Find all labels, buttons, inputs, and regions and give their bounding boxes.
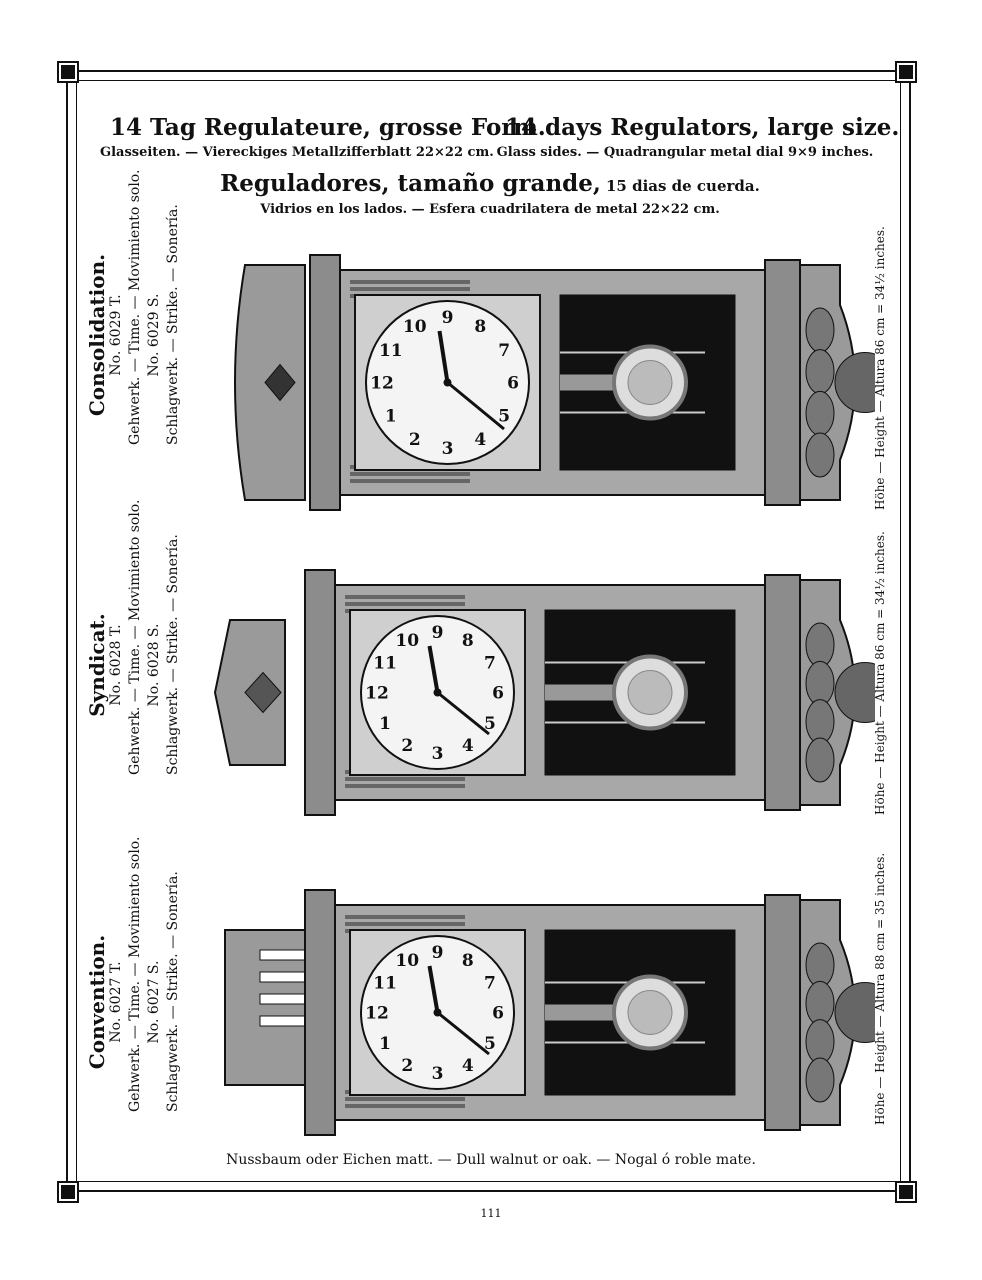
base-carving xyxy=(806,700,834,744)
clock-number-t: No. 6027 T. xyxy=(108,961,124,1043)
clock-label-syndicat xyxy=(85,499,183,775)
case-top-cornice xyxy=(310,255,340,510)
clock-label-convention xyxy=(85,836,183,1112)
dial-numeral: 1 xyxy=(379,1033,392,1054)
clock-number-s: No. 6028 S. xyxy=(146,623,162,707)
base-carving xyxy=(806,1058,834,1102)
clock-number-t: No. 6029 T. xyxy=(108,294,124,376)
dial-numeral: 6 xyxy=(507,373,519,394)
column-rod xyxy=(345,784,465,788)
base-carving xyxy=(806,308,834,352)
dial-numeral: 5 xyxy=(483,1033,496,1054)
dial-numeral: 3 xyxy=(431,1064,444,1084)
spanish-title: Reguladores, tamaño grande, xyxy=(220,170,601,197)
dial-numeral: 9 xyxy=(431,623,444,643)
spanish-subtitle: Vidrios en los lados. — Esfera cuadrilatera de metal 22×22 cm. xyxy=(260,202,720,217)
dial-numeral: 8 xyxy=(461,631,474,652)
dial-numeral: 3 xyxy=(431,744,444,764)
dial-numeral: 3 xyxy=(441,439,454,459)
dial-numeral: 8 xyxy=(461,951,474,972)
clock-name: Consolidation. xyxy=(85,253,109,417)
base-carving xyxy=(806,738,834,782)
dial-numeral: 4 xyxy=(461,735,474,756)
crest-spindle xyxy=(260,1016,310,1026)
dial-numeral: 2 xyxy=(401,735,414,756)
spanish-title-line xyxy=(200,170,780,197)
dial-numeral: 10 xyxy=(395,631,420,652)
column-rod xyxy=(345,1097,465,1101)
case-top-cornice xyxy=(305,570,335,815)
clock-name: Convention. xyxy=(85,934,109,1070)
clock-label-consolidation xyxy=(85,169,183,445)
dial-numeral: 7 xyxy=(483,653,496,674)
german-title: 14 Tag Regulateure, grosse Form. xyxy=(110,114,546,141)
case-base xyxy=(765,895,800,1130)
dial-numeral: 5 xyxy=(483,713,496,734)
corner-ornament xyxy=(897,63,915,81)
clock-number-s: No. 6027 S. xyxy=(146,960,162,1044)
dial-center xyxy=(434,1009,442,1017)
pendulum-bob-center xyxy=(628,671,672,715)
crest-spindle xyxy=(260,950,310,960)
dial-numeral: 4 xyxy=(474,430,487,451)
base-carving xyxy=(806,391,834,435)
base-carving xyxy=(806,661,834,705)
column-rod xyxy=(345,602,465,606)
column-rod xyxy=(345,922,465,926)
clock-number-t: No. 6028 T. xyxy=(108,624,124,706)
spanish-title-small: 15 dias de cuerda. xyxy=(605,177,760,195)
english-subtitle: Glass sides. — Quadrangular metal dial 9×9 inches. xyxy=(496,145,874,160)
case-top-cornice xyxy=(305,890,335,1135)
base-carving xyxy=(806,981,834,1025)
dial-numeral: 7 xyxy=(498,340,511,361)
dial-numeral: 11 xyxy=(373,653,397,674)
dial-numeral: 6 xyxy=(492,683,504,704)
column-rod xyxy=(350,287,470,291)
base-carving xyxy=(806,350,834,394)
base-carving xyxy=(806,433,834,477)
german-subtitle: Glasseiten. — Viereckiges Metallzifferblatt 22×22 cm. xyxy=(100,145,494,160)
dial-numeral: 11 xyxy=(373,973,397,994)
clock-time-line: Gehwerk. — Time. — Movimiento solo. xyxy=(127,169,143,445)
base-carving xyxy=(806,623,834,667)
height-syndicat: Höhe — Height — Altura 86 cm = 34½ inches. xyxy=(873,531,887,815)
height-convention: Höhe — Height — Altura 88 cm = 35 inches. xyxy=(873,852,887,1125)
column-rod xyxy=(345,1104,465,1108)
dial-numeral: 2 xyxy=(401,1055,414,1076)
clock-illustration-convention xyxy=(195,880,875,1145)
clock-name: Syndicat. xyxy=(85,613,109,717)
column-rod xyxy=(350,479,470,483)
column-rod xyxy=(345,777,465,781)
case-base xyxy=(765,575,800,810)
base-carving xyxy=(806,943,834,987)
corner-ornament xyxy=(59,63,77,81)
case-base xyxy=(765,260,800,505)
dial-center xyxy=(444,379,452,387)
clock-strike-line: Schlagwerk. — Strike. — Sonería. xyxy=(165,871,181,1112)
dial-center xyxy=(434,689,442,697)
dial-numeral: 12 xyxy=(365,683,389,704)
clock-number-s: No. 6029 S. xyxy=(146,293,162,377)
dial-numeral: 2 xyxy=(408,430,421,451)
dial-numeral: 12 xyxy=(365,1003,389,1024)
dial-numeral: 1 xyxy=(384,406,397,427)
column-rod xyxy=(350,280,470,284)
dial-numeral: 11 xyxy=(378,340,403,361)
corner-ornament xyxy=(897,1183,915,1201)
pendulum-bob-center xyxy=(628,361,672,405)
clock-illustration-consolidation xyxy=(215,245,875,520)
column-rod xyxy=(345,915,465,919)
corner-ornament xyxy=(59,1183,77,1201)
dial-numeral: 9 xyxy=(431,943,444,963)
dial-numeral: 5 xyxy=(498,406,511,427)
dial-numeral: 10 xyxy=(395,951,420,972)
dial-numeral: 1 xyxy=(379,713,392,734)
clock-time-line: Gehwerk. — Time. — Movimiento solo. xyxy=(127,499,143,775)
dial-numeral: 8 xyxy=(474,316,487,337)
clock-strike-line: Schlagwerk. — Strike. — Sonería. xyxy=(165,204,181,445)
clock-strike-line: Schlagwerk. — Strike. — Sonería. xyxy=(165,534,181,775)
dial-numeral: 4 xyxy=(461,1055,474,1076)
dial-numeral: 10 xyxy=(402,316,427,337)
clock-time-line: Gehwerk. — Time. — Movimiento solo. xyxy=(127,836,143,1112)
english-title: 14 days Regulators, large size. xyxy=(505,114,900,141)
dial-numeral: 6 xyxy=(492,1003,504,1024)
dial-numeral: 7 xyxy=(483,973,496,994)
column-rod xyxy=(350,472,470,476)
base-carving xyxy=(806,1020,834,1064)
column-rod xyxy=(345,595,465,599)
page-number: 111 xyxy=(480,1207,502,1220)
footer-note: Nussbaum oder Eichen matt. — Dull walnut or oak. — Nogal ó roble mate. xyxy=(226,1152,756,1168)
pendulum-bob-center xyxy=(628,991,672,1035)
dial-numeral: 9 xyxy=(441,308,454,328)
dial-numeral: 12 xyxy=(370,373,394,394)
crest-spindle xyxy=(260,972,310,982)
height-consolidation: Höhe — Height — Altura 86 cm = 34½ inches. xyxy=(873,226,887,510)
crest-spindle xyxy=(260,994,310,1004)
clock-illustration-syndicat xyxy=(195,560,875,825)
